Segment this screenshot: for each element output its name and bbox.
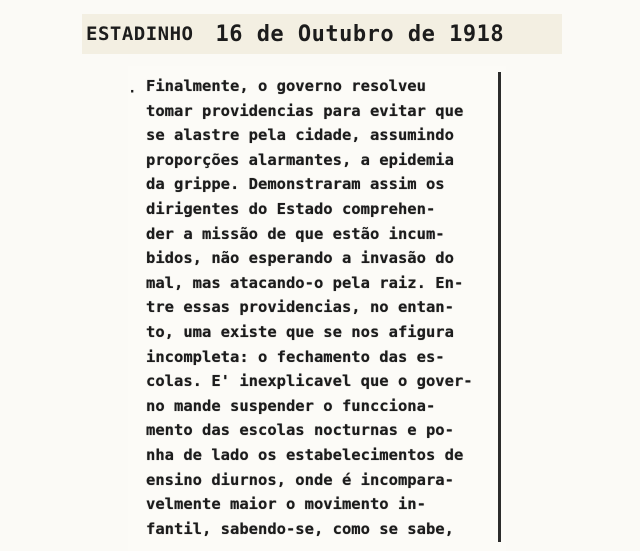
article-line: to, uma existe que se nos afigura: [146, 322, 454, 341]
clipping-header: [82, 14, 562, 54]
article-line: mal, mas atacando-o pela raiz. En-: [146, 273, 464, 292]
article-line: ensino diurnos, onde é incompara-: [146, 470, 454, 489]
article-line: Finalmente, o governo resolveu: [146, 77, 426, 95]
article-line: tre essas providencias, no entan-: [146, 298, 454, 317]
article-line: bidos, não esperando a invasão do: [146, 249, 454, 268]
article-line: tomar providencias para evitar que: [146, 101, 464, 120]
article-line: nha de lado os estabelecimentos de: [146, 445, 464, 464]
article-line: incompleta: o fechamento das es-: [146, 347, 445, 366]
article-line: se alastre pela cidade, assumindo: [146, 126, 454, 145]
newspaper-name: ESTADINHO: [86, 23, 194, 45]
article-line: mento das escolas nocturnas e po-: [146, 421, 454, 440]
article-line: velmente maior o movimento in-: [146, 495, 426, 514]
article-line: no mande suspender o funcciona-: [146, 396, 436, 415]
bullet-mark: ·: [128, 84, 137, 100]
article-line: proporções alarmantes, a epidemia: [146, 150, 454, 169]
article-line: der a missão de que estão incum-: [146, 224, 445, 243]
publication-date: 16 de Outubro de 1918: [215, 21, 505, 47]
article-line: colas. E' inexplicavel que o gover-: [146, 372, 473, 391]
article-line: da grippe. Demonstraram assim os: [146, 175, 445, 194]
article-body: [146, 74, 502, 541]
article-line: fantil, sabendo-se, como se sabe,: [146, 519, 454, 538]
article-line: dirigentes do Estado comprehen-: [146, 199, 436, 218]
